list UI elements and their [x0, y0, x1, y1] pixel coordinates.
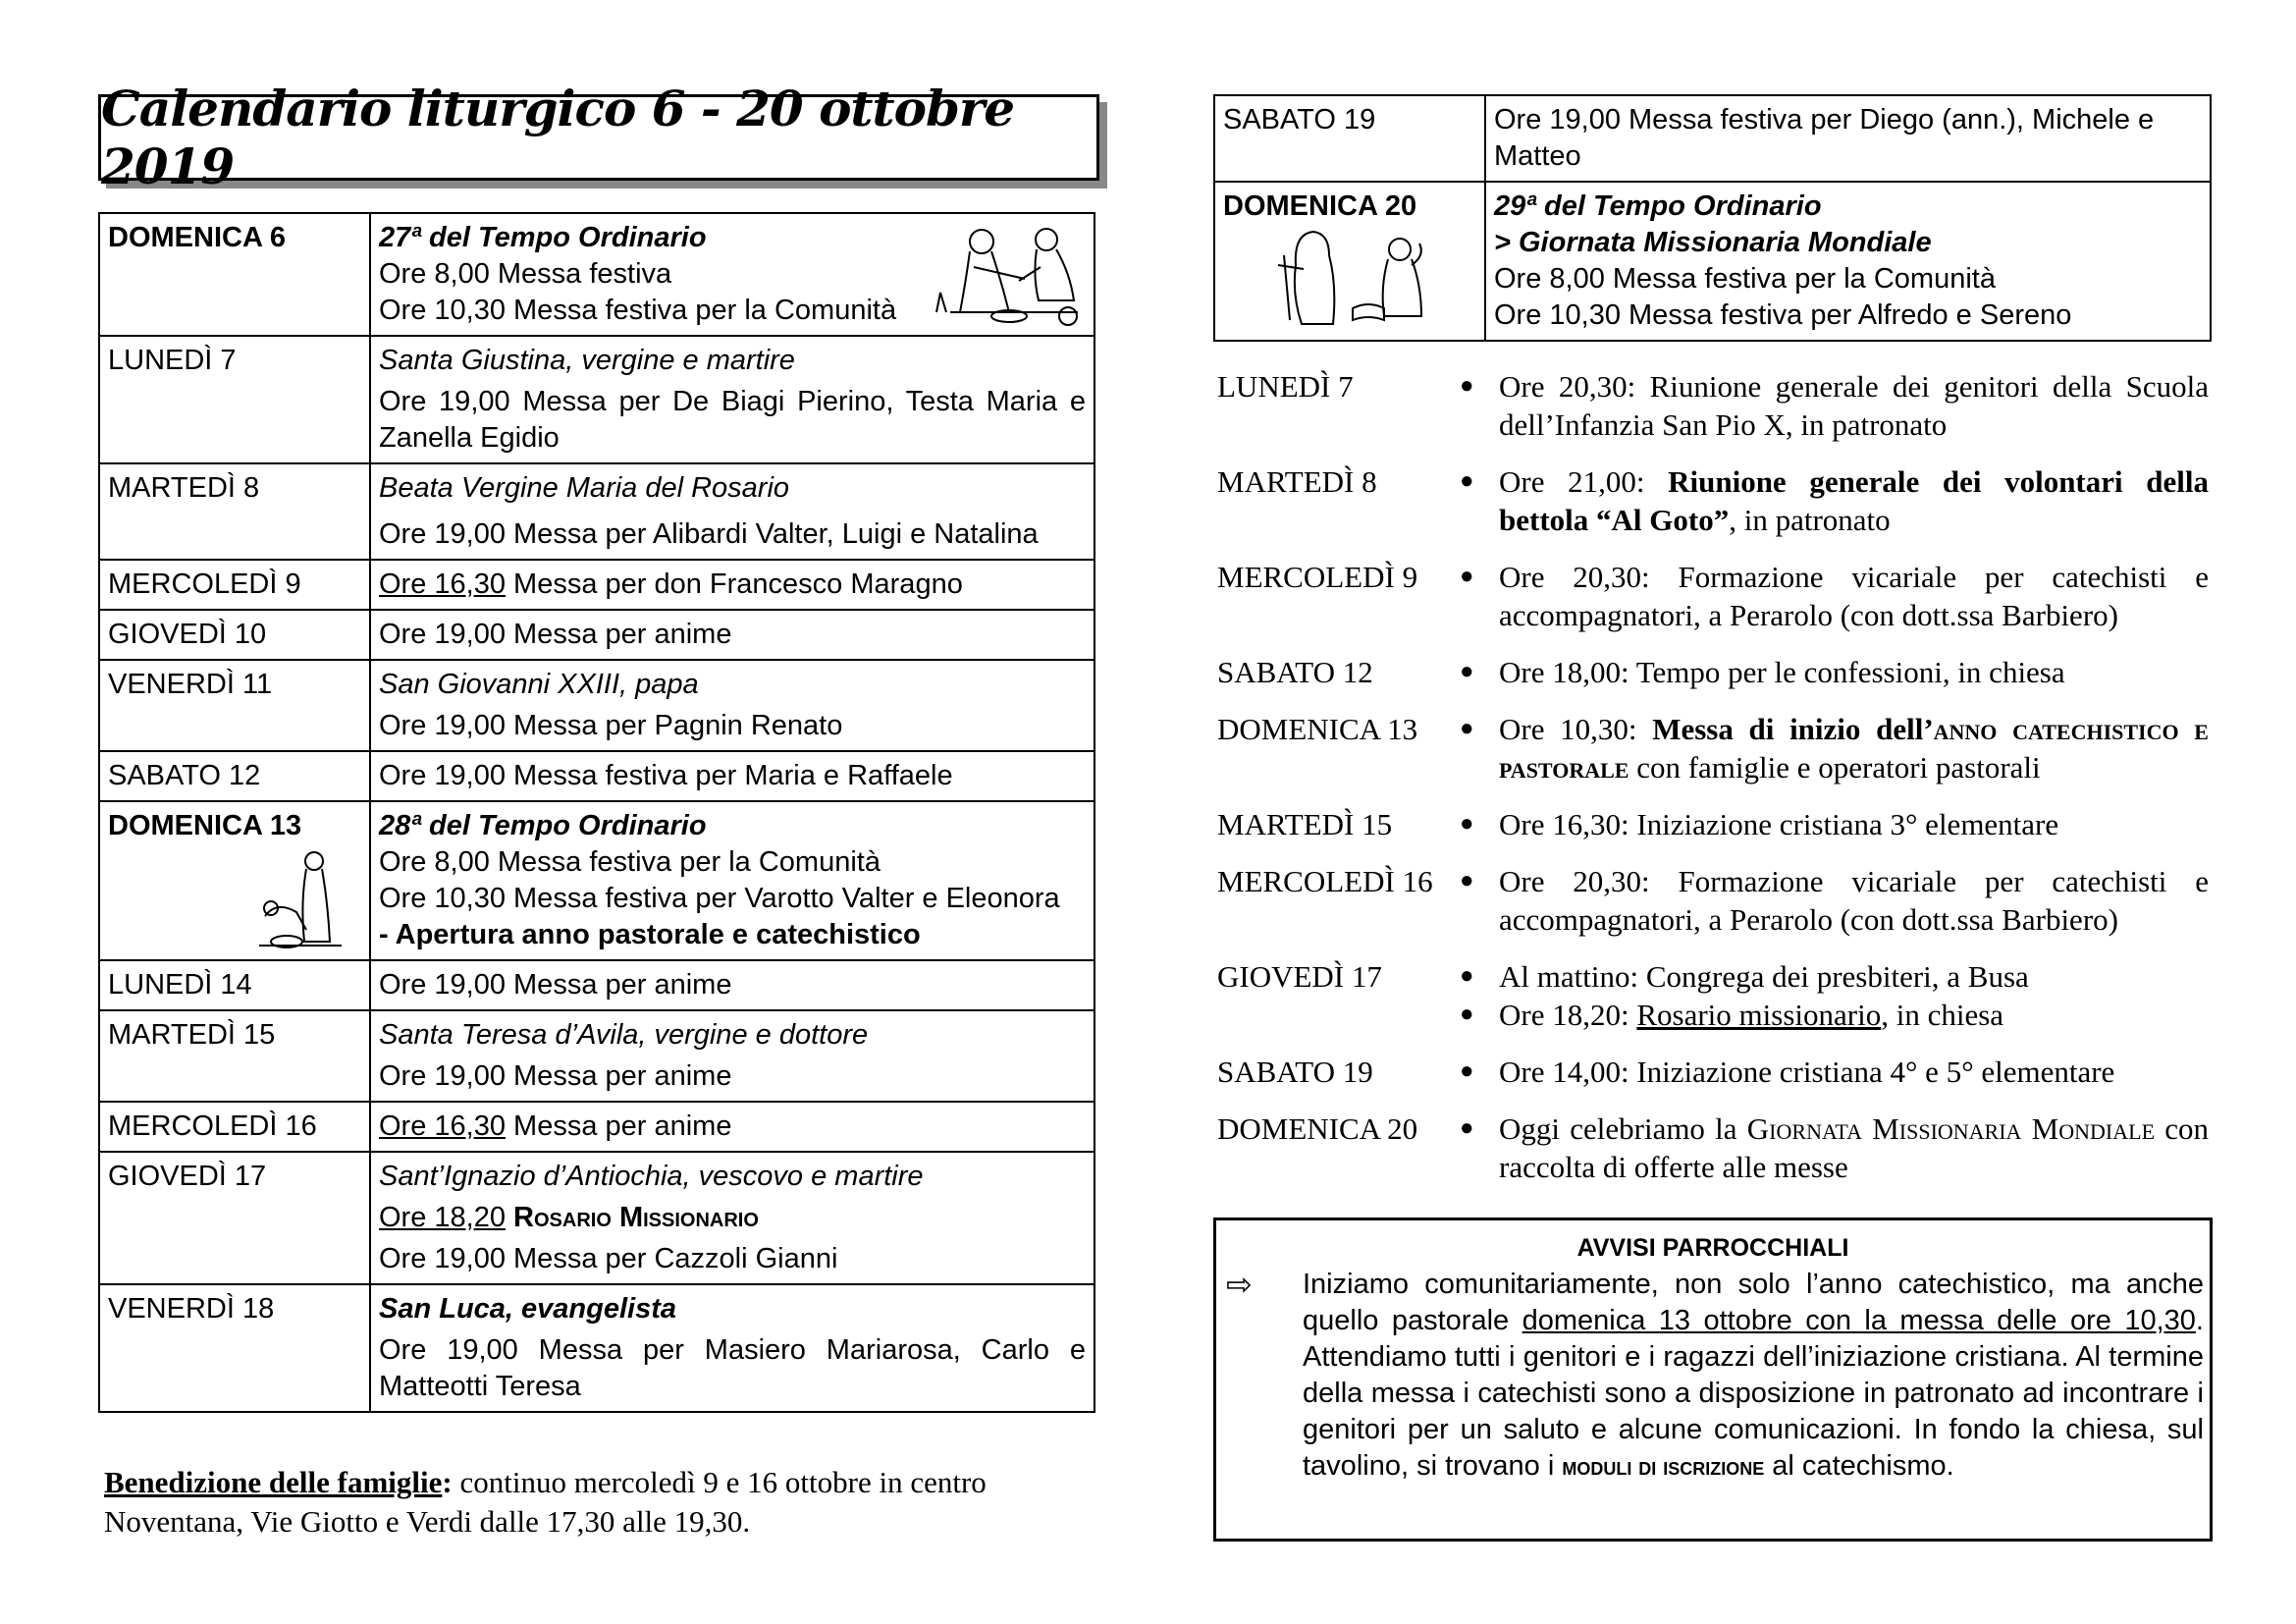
- notice-text: Iniziamo comunitariamente, non solo l’anno catechistico, ma anche quello pastorale domenica 13 ottobre con la messa delle ore 10,30. Attendiamo tutti i genitori e i ragazzi dell’iniziazione cristiana. Al termine della messa i catechisti sono a disposizione in patronato ad incontrare i genitori per un saluto e alcune comunicazioni. In fondo la chiesa, sul tavolino, si trovano i moduli di iscrizione al catechismo.: [1303, 1269, 2204, 1482]
- entry-cell: [370, 1010, 1095, 1102]
- mass-line: Ore 10,30 Messa festiva per Alfredo e Sereno: [1494, 299, 2072, 331]
- day-cell: MARTEDÌ 15: [99, 1010, 370, 1102]
- event-text: Ore 20,30: Formazione vicariale per catechisti e accompagnatori, a Perarolo (con dott.ssa Barbiero): [1499, 560, 2209, 632]
- bullet-icon: ●: [1460, 963, 1474, 989]
- table-row: [99, 960, 1095, 1010]
- entry-cell: [370, 801, 1095, 960]
- event-day: SABATO 19: [1217, 1055, 1373, 1089]
- mass-line: Ore 19,00 Messa per Masiero Mariarosa, Carlo e Matteotti Teresa: [379, 1334, 1086, 1402]
- mass-line: Ore 8,00 Messa festiva per la Comunità: [379, 846, 881, 878]
- day-label: DOMENICA 20: [1223, 190, 1417, 222]
- liturgical-title: 27ª del Tempo Ordinario: [379, 222, 707, 253]
- entry-cell: [370, 336, 1095, 463]
- event-text: Ore 16,30: Iniziazione cristiana 3° elementare: [1499, 807, 2059, 841]
- entry-cell: Ore 19,00 Messa festiva per Maria e Raffaele: [370, 751, 1095, 801]
- event-text: Ore 20,30: Riunione generale dei genitori della Scuola dell’Infanzia San Pio X, in patronato: [1499, 369, 2209, 442]
- blessing-label: Benedizione delle famiglie: [104, 1465, 443, 1499]
- mass-time: Ore 16,30: [379, 1110, 506, 1142]
- mass-line: Messa per don Francesco Maragno: [505, 568, 963, 600]
- calendar-table-right: [1213, 94, 2212, 342]
- title-box: [98, 80, 1099, 195]
- liturgical-title: 29ª del Tempo Ordinario: [1494, 190, 1822, 222]
- entry-cell: [1485, 182, 2211, 341]
- table-row: [99, 751, 1095, 801]
- table-row: [99, 1152, 1095, 1284]
- table-row: [1214, 182, 2211, 341]
- page-title: Calendario liturgico 6 - 20 ottobre 2019: [101, 80, 1015, 195]
- table-row: [99, 336, 1095, 463]
- list-item: [1217, 462, 2209, 539]
- event-text: Ore 20,30: Formazione vicariale per catechisti e accompagnatori, a Perarolo (con dott.ssa Barbiero): [1499, 864, 2209, 937]
- day-cell: VENERDÌ 18: [99, 1284, 370, 1412]
- event-day: SABATO 12: [1217, 655, 1373, 689]
- mass-line: Ore 19,00 Messa per Pagnin Renato: [379, 710, 843, 741]
- emmaus-supper-illustration: [931, 222, 1088, 330]
- missionary-illustration: [1274, 226, 1451, 328]
- liturgical-title: 28ª del Tempo Ordinario: [379, 810, 707, 841]
- mass-line: Messa per anime: [505, 1110, 732, 1142]
- mass-line: Ore 19,00 Messa per anime: [379, 1060, 732, 1092]
- table-row: [99, 1102, 1095, 1152]
- bullet-icon: ●: [1460, 468, 1474, 494]
- entry-cell: [370, 660, 1095, 751]
- washing-feet-illustration: [257, 847, 346, 955]
- event-day: GIOVEDÌ 17: [1217, 959, 1382, 994]
- saint-line: Sant’Ignazio d’Antiochia, vescovo e martire: [379, 1161, 924, 1192]
- bullet-icon: ●: [1460, 1115, 1474, 1141]
- day-cell: MERCOLEDÌ 9: [99, 560, 370, 610]
- list-item: [1217, 653, 2209, 691]
- entry-cell: [370, 213, 1095, 336]
- saint-line: Santa Teresa d’Avila, vergine e dottore: [379, 1019, 869, 1051]
- list-item: [1217, 805, 2209, 843]
- day-cell: SABATO 12: [99, 751, 370, 801]
- event-text: Ore 10,30: Messa di inizio dell’anno catechistico e pastorale con famiglie e operatori pastorali: [1499, 712, 2209, 785]
- list-item: [1217, 1110, 2209, 1186]
- table-row: [1214, 95, 2211, 182]
- saint-line: San Luca, evangelista: [379, 1293, 677, 1325]
- mass-line: Ore 19,00 Messa per Cazzoli Gianni: [379, 1243, 838, 1274]
- bullet-icon: ●: [1460, 659, 1474, 684]
- list-item: [1217, 367, 2209, 444]
- event-text: Ore 14,00: Iniziazione cristiana 4° e 5° elementare: [1499, 1055, 2115, 1089]
- bullet-icon: ●: [1460, 564, 1474, 589]
- day-cell: LUNEDÌ 7: [99, 336, 370, 463]
- rosary-time: Ore 18,20: [379, 1202, 506, 1233]
- table-row: [99, 801, 1095, 960]
- events-list: [1217, 367, 2209, 1205]
- entry-cell: [370, 1102, 1095, 1152]
- event-day: MERCOLEDÌ 9: [1217, 560, 1418, 594]
- event-text: Oggi celebriamo la Giornata Missionaria Mondiale con raccolta di offerte alle messe: [1499, 1111, 2210, 1184]
- table-row: [99, 560, 1095, 610]
- day-cell: [1214, 182, 1485, 341]
- arrow-right-icon: ⇨: [1226, 1267, 1253, 1302]
- event-day: DOMENICA 13: [1217, 712, 1418, 746]
- mass-line: Ore 10,30 Messa festiva per Varotto Valter e Eleonora: [379, 883, 1060, 914]
- saint-line: Beata Vergine Maria del Rosario: [379, 472, 790, 504]
- calendar-table-left: [98, 212, 1095, 1413]
- day-label: DOMENICA 13: [108, 810, 302, 841]
- bullet-icon: ●: [1460, 1001, 1474, 1027]
- rosary-label: Rosario Missionario: [513, 1202, 759, 1233]
- entry-cell: Ore 19,00 Messa per anime: [370, 610, 1095, 660]
- list-item: [1217, 957, 2209, 1034]
- entry-cell: [370, 1152, 1095, 1284]
- bullet-icon: ●: [1460, 868, 1474, 893]
- entry-cell: [370, 1284, 1095, 1412]
- bullet-icon: ●: [1460, 811, 1474, 837]
- day-cell: [99, 801, 370, 960]
- mass-line: Ore 8,00 Messa festiva per la Comunità: [1494, 263, 1996, 295]
- day-cell: GIOVEDÌ 17: [99, 1152, 370, 1284]
- mass-line: Ore 8,00 Messa festiva: [379, 258, 672, 290]
- entry-cell: Ore 19,00 Messa per anime: [370, 960, 1095, 1010]
- list-item: [1217, 710, 2209, 786]
- mass-line: Ore 19,00 Messa per De Biagi Pierino, Testa Maria e Zanella Egidio: [379, 386, 1086, 454]
- table-row: [99, 463, 1095, 560]
- entry-cell: Ore 19,00 Messa festiva per Diego (ann.), Michele e Matteo: [1485, 95, 2211, 182]
- saint-line: San Giovanni XXIII, papa: [379, 669, 699, 700]
- list-item: [1217, 1053, 2209, 1091]
- bullet-icon: ●: [1460, 373, 1474, 399]
- list-item: [1217, 862, 2209, 939]
- blessing-text: continuo mercoledì 9 e 16 ottobre in centro Noventana, Vie Giotto e Verdi dalle 17,30 alle 19,30.: [104, 1465, 987, 1539]
- notices-title: AVVISI PARROCCHIALI: [1576, 1234, 1849, 1262]
- table-row: [99, 1284, 1095, 1412]
- family-blessing-note: Benedizione delle famiglie: continuo mercoledì 9 e 16 ottobre in centro Noventana, Vie Giotto e Verdi dalle 17,30 alle 19,30.: [104, 1465, 987, 1539]
- day-cell: LUNEDÌ 14: [99, 960, 370, 1010]
- event-text: Ore 21,00: Riunione generale dei volontari della bettola “Al Goto”, in patronato: [1499, 464, 2209, 537]
- entry-cell: [370, 463, 1095, 560]
- event-text: Ore 18,00: Tempo per le confessioni, in chiesa: [1499, 655, 2065, 689]
- list-item: [1217, 558, 2209, 634]
- event-text: Ore 18,20: Rosario missionario, in chiesa: [1499, 998, 2004, 1032]
- bullet-icon: ●: [1460, 1058, 1474, 1084]
- entry-cell: [370, 560, 1095, 610]
- table-row: [99, 660, 1095, 751]
- mass-time: Ore 16,30: [379, 568, 506, 600]
- event-day: MARTEDÌ 8: [1217, 464, 1377, 499]
- day-cell: MERCOLEDÌ 16: [99, 1102, 370, 1152]
- day-cell: VENERDÌ 11: [99, 660, 370, 751]
- table-row: [99, 610, 1095, 660]
- mass-line: Ore 19,00 Messa per Alibardi Valter, Luigi e Natalina: [379, 518, 1039, 550]
- event-text: Al mattino: Congrega dei presbiteri, a Busa: [1499, 959, 2029, 994]
- saint-line: Santa Giustina, vergine e martire: [379, 345, 795, 376]
- parish-notices-box: [1213, 1218, 2213, 1542]
- note-line: - Apertura anno pastorale e catechistico: [379, 919, 921, 950]
- table-row: [99, 1010, 1095, 1102]
- day-cell: DOMENICA 6: [99, 213, 370, 336]
- event-day: MARTEDÌ 15: [1217, 807, 1393, 841]
- event-day: LUNEDÌ 7: [1217, 369, 1354, 404]
- day-cell: MARTEDÌ 8: [99, 463, 370, 560]
- event-day: DOMENICA 20: [1217, 1111, 1418, 1146]
- mission-day-title: > Giornata Missionaria Mondiale: [1494, 227, 1932, 258]
- day-cell: SABATO 19: [1214, 95, 1485, 182]
- day-cell: GIOVEDÌ 10: [99, 610, 370, 660]
- bullet-icon: ●: [1460, 716, 1474, 741]
- event-day: MERCOLEDÌ 16: [1217, 864, 1433, 898]
- table-row: [99, 213, 1095, 336]
- mass-line: Ore 10,30 Messa festiva per la Comunità: [379, 295, 897, 326]
